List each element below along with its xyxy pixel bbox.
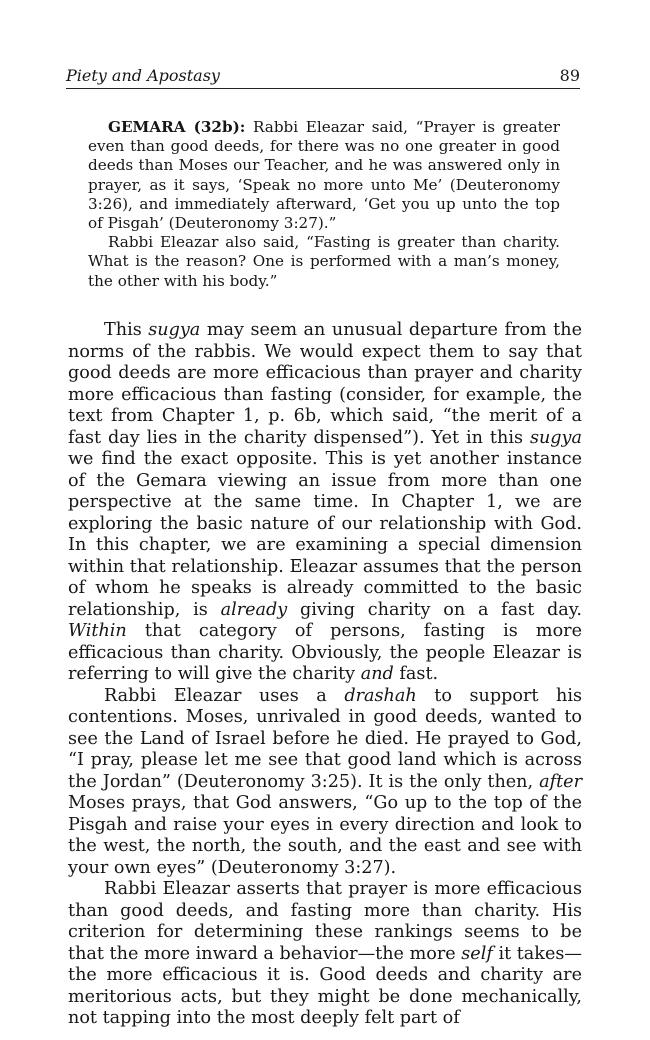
text-run: This xyxy=(104,320,149,340)
extract-paragraph-1 xyxy=(88,118,560,233)
text-run: Rabbi Eleazar asserts that prayer is more efficacious than good deeds, and fasting more than charity. His criterion for determining these rankings seems to be that the more inward a behavior—the more xyxy=(68,879,582,964)
text-run: to support his contentions. Moses, unrivaled in good deeds, wanted to see the Land of Israel before he died. He prayed to God, “I pray, please let me see that good land which is across the Jordan” (Deuteronomy 3:25). It is the only then, xyxy=(68,685,582,792)
extract-text-2: Rabbi Eleazar also said, “Fasting is greater than charity. What is the reason? One is performed with a man’s money, the other with his body.” xyxy=(88,233,560,290)
body-paragraph-3 xyxy=(68,879,582,1030)
text-run: we find the exact opposite. This is yet another instance of the Gemara viewing an issue from more than one perspective at the same time. In Chapter 1, we are exploring the basic nature of our relationship with God. In this chapter, we are examining a special dimension within that relationship. Eleazar assumes that the person of whom he speaks is already committed to the basic relationship, is xyxy=(68,449,582,620)
text-run: Moses prays, that God answers, “Go up to the top of the Pisgah and raise your eyes in every direction and look to the west, the north, the south, and the east and see with your own eyes” (Deuteronomy 3:27). xyxy=(68,793,582,878)
body-text xyxy=(68,320,582,1030)
italic-term: self xyxy=(461,943,493,964)
italic-term: sugya xyxy=(529,427,582,448)
text-run: may seem an unusual departure from the norms of the rabbis. We would expect them to say that good deeds are more efficacious than prayer and charity more efficacious than fasting (consider, for example, the text from Chapter 1, p. 6b, which said, “the merit of a fast day lies in the charity dispensed”). Yet in this xyxy=(68,320,582,448)
text-run: giving charity on a fast day. xyxy=(287,599,582,620)
text-run: Rabbi Eleazar uses a xyxy=(104,685,345,706)
page-number: 89 xyxy=(559,66,580,85)
text-run: it takes—the more efficacious it is. Good deeds and charity are meritorious acts, but they might be done mechanically, not tapping into the most deeply felt part of xyxy=(68,943,582,1028)
italic-term: drashah xyxy=(344,685,417,706)
text-run: that category of persons, fasting is more efficacious than charity. Obviously, the people Eleazar is referring to will give the charity xyxy=(68,621,582,684)
italic-term: and xyxy=(360,664,394,684)
running-header xyxy=(66,66,580,89)
running-title: Piety and Apostasy xyxy=(66,66,220,85)
gemara-extract xyxy=(88,118,560,291)
text-run: fast. xyxy=(393,664,439,684)
body-paragraph-1 xyxy=(68,320,582,686)
body-paragraph-2 xyxy=(68,686,582,880)
italic-term: sugya xyxy=(148,320,201,340)
italic-term: already xyxy=(220,599,288,620)
extract-paragraph-2 xyxy=(88,233,560,291)
italic-term: Within xyxy=(68,621,127,641)
italic-term: after xyxy=(539,771,582,792)
extract-text-1: Rabbi Eleazar said, “Prayer is greater even than good deeds, for there was no one greater in good deeds than Moses our Teacher, and he was answered only in prayer, as it says, ‘Speak no more unto Me’ (Deuteronomy 3:26), and immediately afterward, ‘Get you up unto the top of Pisgah’ (Deuteronomy 3:27).” xyxy=(88,118,560,233)
gemara-label: GEMARA (32b): xyxy=(108,118,246,136)
